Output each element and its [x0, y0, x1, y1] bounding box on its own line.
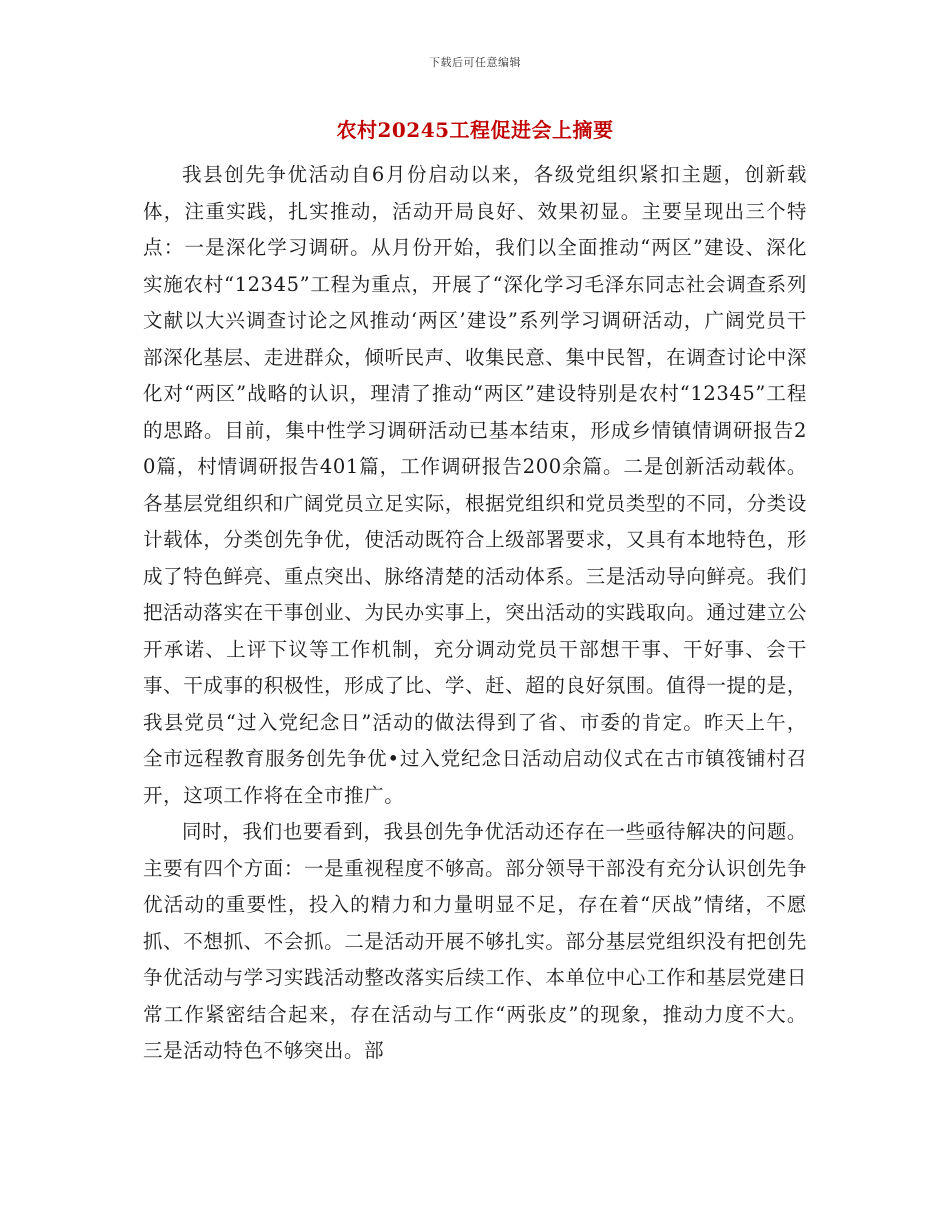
paragraph-2: 同时，我们也要看到，我县创先争优活动还存在一些亟待解决的问题。主要有四个方面：一是重视程度不够高。部分领导干部没有充分认识创先争优活动的重要性，投入的精力和力量明显不足，存在着“厌战”情绪，不愿抓、不想抓、不会抓。二是活动开展不够扎实。部分基层党组织没有把创先争优活动与学习实践活动整改落实后续工作、本单位中心工作和基层党建日常工作紧密结合起来，存在活动与工作“两张皮”的现象，推动力度不大。三是活动特色不够突出。部	[143, 820, 807, 1062]
document-title: 农村20245工程促进会上摘要	[336, 118, 614, 142]
paragraph-1: 我县创先争优活动自6月份启动以来，各级党组织紧扣主题，创新载体，注重实践，扎实推动，活动开局良好、效果初显。主要呈现出三个特点：一是深化学习调研。从月份开始，我们以全面推动“两区”建设、深化实施农村“12345”工程为重点，开展了“深化学习毛泽东同志社会调查系列文献以大兴调查讨论之风推动‘两区’建设”系列学习调研活动，广阔党员干部深化基层、走进群众，倾听民声、收集民意、集中民智，在调查讨论中深化对“两区”战略的认识，理清了推动“两区”建设特别是农村“12345”工程的思路。目前，集中性学习调研活动已基本结束，形成乡情镇情调研报告20篇，村情调研报告401篇，工作调研报告200余篇。二是创新活动载体。各基层党组织和广阔党员立足实际，根据党组织和党员类型的不同，分类设计载体，分类创先争优，使活动既符合上级部署要求，又具有本地特色，形成了特色鲜亮、重点突出、脉络清楚的活动体系。三是活动导向鲜亮。我们把活动落实在干事创业、为民办实事上，突出活动的实践取向。通过建立公开承诺、上评下议等工作机制，充分调动党员干部想干事、干好事、会干事、干成事的积极性，形成了比、学、赶、超的良好氛围。值得一提的是，我县党员“过入党纪念日”活动的做法得到了省、市委的肯定。昨天上午，全市远程教育服务创先争优•过入党纪念日活动启动仪式在古市镇筏铺村召开，这项工作将在全市推广。	[143, 163, 807, 807]
document-body	[143, 157, 807, 1070]
header-note: 下载后可任意编辑	[429, 56, 521, 69]
